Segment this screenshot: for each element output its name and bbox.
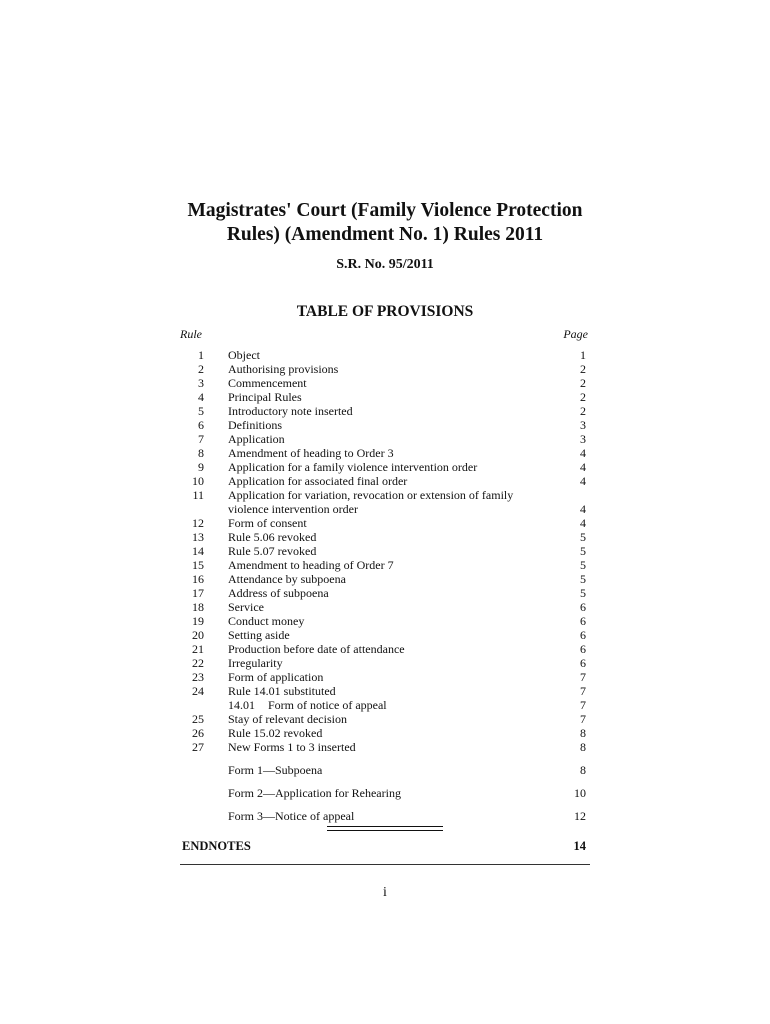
provision-row[interactable] xyxy=(180,362,590,376)
provision-row[interactable] xyxy=(180,642,590,656)
form-title: Form 1—Subpoena xyxy=(228,763,323,777)
provision-title: Application for a family violence intervention order xyxy=(228,460,478,474)
provision-title: Rule 15.02 revoked xyxy=(228,726,323,740)
endnotes-row[interactable] xyxy=(182,838,588,854)
provision-title: Irregularity xyxy=(228,656,283,670)
provision-title: Authorising provisions xyxy=(228,362,339,376)
provision-number: 4 xyxy=(198,390,204,404)
provision-title: Principal Rules xyxy=(228,390,302,404)
provision-number: 2 xyxy=(198,362,204,376)
provision-page: 7 xyxy=(580,670,586,684)
provision-page: 4 xyxy=(580,502,586,516)
subprovision-row[interactable] xyxy=(180,698,590,712)
provision-row[interactable] xyxy=(180,712,590,726)
provision-number: 24 xyxy=(192,684,204,698)
provision-row[interactable] xyxy=(180,404,590,418)
form-title: Form 2—Application for Rehearing xyxy=(228,786,401,800)
provision-row[interactable] xyxy=(180,516,590,530)
provision-row[interactable] xyxy=(180,390,590,404)
provision-title: Address of subpoena xyxy=(228,586,329,600)
footer-rule xyxy=(180,864,590,865)
title-line-2: Rules) (Amendment No. 1) Rules 2011 xyxy=(226,224,544,245)
provision-title: Definitions xyxy=(228,418,282,432)
provision-number: 27 xyxy=(192,740,204,754)
provision-row[interactable] xyxy=(180,628,590,642)
provision-page: 5 xyxy=(580,558,586,572)
provision-number: 1 xyxy=(198,348,204,362)
provision-title: Amendment of heading to Order 3 xyxy=(228,446,394,460)
provision-title: Form of consent xyxy=(228,516,307,530)
table-of-provisions xyxy=(180,348,590,823)
provision-number: 19 xyxy=(192,614,204,628)
provision-page: 4 xyxy=(580,516,586,530)
provision-row[interactable] xyxy=(180,544,590,558)
provision-number: 11 xyxy=(192,488,204,502)
provision-page: 2 xyxy=(580,390,586,404)
page-number: i xyxy=(383,885,387,900)
provision-row[interactable] xyxy=(180,572,590,586)
provision-row[interactable] xyxy=(180,530,590,544)
form-page: 10 xyxy=(574,786,586,800)
provision-number: 10 xyxy=(192,474,204,488)
provision-title: Rule 14.01 substituted xyxy=(228,684,336,698)
provision-title: Rule 5.06 revoked xyxy=(228,530,317,544)
provision-page: 2 xyxy=(580,362,586,376)
provision-number: 21 xyxy=(192,642,204,656)
form-row[interactable] xyxy=(180,809,590,823)
provision-title: Service xyxy=(228,600,264,614)
provision-title: Application for variation, revocation or extension of family xyxy=(228,488,514,502)
provision-number: 20 xyxy=(192,628,204,642)
provision-page: 5 xyxy=(580,586,586,600)
provision-row[interactable] xyxy=(180,460,590,474)
provision-title: Stay of relevant decision xyxy=(228,712,347,726)
provision-number: 17 xyxy=(192,586,204,600)
provision-row[interactable] xyxy=(180,432,590,446)
provision-number: 6 xyxy=(198,418,204,432)
provision-row[interactable] xyxy=(180,726,590,740)
provision-row[interactable] xyxy=(180,740,590,754)
provision-number: 16 xyxy=(192,572,204,586)
provision-number: 23 xyxy=(192,670,204,684)
provision-page: 5 xyxy=(580,544,586,558)
provision-row[interactable] xyxy=(180,670,590,684)
provision-title: Production before date of attendance xyxy=(228,642,405,656)
provision-page: 6 xyxy=(580,600,586,614)
provision-page: 7 xyxy=(580,712,586,726)
form-row[interactable] xyxy=(180,786,590,800)
form-page: 12 xyxy=(574,809,586,823)
provision-title: Setting aside xyxy=(228,628,290,642)
provision-row[interactable] xyxy=(180,586,590,600)
form-title: Form 3—Notice of appeal xyxy=(228,809,355,823)
provision-number: 5 xyxy=(198,404,204,418)
provision-title: Commencement xyxy=(228,376,307,390)
provision-page: 5 xyxy=(580,530,586,544)
provision-title: Object xyxy=(228,348,260,362)
provision-page: 4 xyxy=(580,474,586,488)
provision-page: 3 xyxy=(580,432,586,446)
provision-page: 2 xyxy=(580,404,586,418)
provision-page: 6 xyxy=(580,656,586,670)
provision-row[interactable] xyxy=(180,418,590,432)
provision-number: 26 xyxy=(192,726,204,740)
provision-number: 12 xyxy=(192,516,204,530)
provision-number: 22 xyxy=(192,656,204,670)
provision-title: Attendance by subpoena xyxy=(228,572,346,586)
provision-title: Application xyxy=(228,432,285,446)
provision-number: 9 xyxy=(198,460,204,474)
provision-row[interactable] xyxy=(180,376,590,390)
endnotes-page: 14 xyxy=(573,839,586,853)
provision-title: violence intervention order xyxy=(228,502,358,516)
provision-row[interactable] xyxy=(180,558,590,572)
provision-title: Amendment to heading of Order 7 xyxy=(228,558,394,572)
provision-number: 3 xyxy=(198,376,204,390)
provision-number: 8 xyxy=(198,446,204,460)
provision-page: 1 xyxy=(580,348,586,362)
provision-title: Introductory note inserted xyxy=(228,404,353,418)
provision-title: Application for associated final order xyxy=(228,474,408,488)
provision-row[interactable] xyxy=(180,614,590,628)
provision-number: 25 xyxy=(192,712,204,726)
provision-row[interactable] xyxy=(180,488,590,502)
provision-page: 4 xyxy=(580,446,586,460)
provision-number: 14 xyxy=(192,544,204,558)
subprovision-title: Form of notice of appeal xyxy=(268,698,387,712)
provision-row[interactable] xyxy=(180,684,590,698)
provision-page: 8 xyxy=(580,740,586,754)
provision-title: Rule 5.07 revoked xyxy=(228,544,317,558)
provision-row[interactable] xyxy=(180,502,590,516)
column-header-page: Page xyxy=(563,327,588,341)
provision-page: 6 xyxy=(580,642,586,656)
document-title xyxy=(180,199,590,247)
endnotes-label: ENDNOTES xyxy=(182,839,251,853)
provision-number: 7 xyxy=(198,432,204,446)
subprovision-number: 14.01 xyxy=(228,698,255,712)
provision-page: 3 xyxy=(580,418,586,432)
provision-number: 13 xyxy=(192,530,204,544)
provision-row[interactable] xyxy=(180,600,590,614)
provision-row[interactable] xyxy=(180,474,590,488)
provision-row[interactable] xyxy=(180,348,590,362)
subprovision-page: 7 xyxy=(580,698,586,712)
provision-page: 6 xyxy=(580,628,586,642)
provision-row[interactable] xyxy=(180,656,590,670)
provision-page: 6 xyxy=(580,614,586,628)
toc-heading: TABLE OF PROVISIONS xyxy=(296,303,474,320)
provision-title: New Forms 1 to 3 inserted xyxy=(228,740,356,754)
provision-number: 18 xyxy=(192,600,204,614)
provision-page: 8 xyxy=(580,726,586,740)
section-divider xyxy=(327,826,443,831)
provision-page: 2 xyxy=(580,376,586,390)
provision-number: 15 xyxy=(192,558,204,572)
form-row[interactable] xyxy=(180,763,590,777)
provision-page: 7 xyxy=(580,684,586,698)
provision-title: Form of application xyxy=(228,670,324,684)
provision-page: 5 xyxy=(580,572,586,586)
provision-page: 4 xyxy=(580,460,586,474)
provision-title: Conduct money xyxy=(228,614,305,628)
provision-row[interactable] xyxy=(180,446,590,460)
title-line-1: Magistrates' Court (Family Violence Protection xyxy=(187,200,583,221)
column-header-rule: Rule xyxy=(180,327,202,341)
form-page: 8 xyxy=(580,763,586,777)
statutory-rule-number: S.R. No. 95/2011 xyxy=(336,257,434,272)
